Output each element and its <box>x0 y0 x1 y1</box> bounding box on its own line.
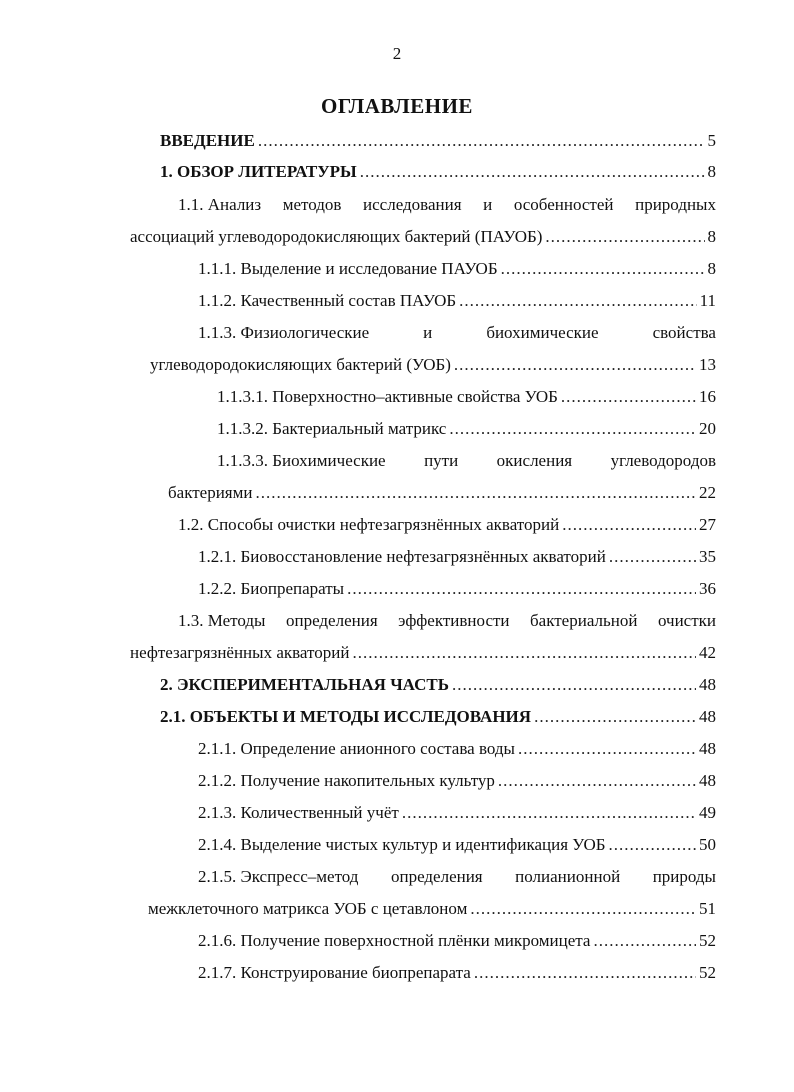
leader-dots <box>454 352 696 378</box>
toc-entry-page: 27 <box>699 515 716 534</box>
toc-entry-1-1-1[interactable] <box>198 256 716 282</box>
toc-word: 2.1.5. Экспресс–метод <box>198 867 359 886</box>
toc-entry-2-1-1[interactable] <box>198 736 716 762</box>
toc-word: углеводородов <box>610 451 716 470</box>
toc-word: окисления <box>496 451 573 470</box>
toc-word: и <box>423 323 433 342</box>
toc-word: эффективности <box>398 611 510 630</box>
toc-entry-page: 5 <box>707 131 716 150</box>
toc-word: очистки <box>657 611 716 630</box>
leader-dots <box>255 480 696 506</box>
leader-dots <box>545 224 704 250</box>
toc-entry-1-3-first-line[interactable] <box>178 608 716 634</box>
toc-entry-text: нефтезагрязнённых акваторий <box>130 643 350 662</box>
leader-dots <box>518 736 696 762</box>
toc-title: ОГЛАВЛЕНИЕ <box>321 94 473 118</box>
toc-entry-1-1-3-1[interactable] <box>217 384 716 410</box>
toc-word: природных <box>635 195 716 214</box>
leader-dots <box>258 128 705 154</box>
toc-entry-page: 8 <box>707 162 716 181</box>
toc-entry-page: 35 <box>699 547 716 566</box>
toc-entry-1-1-3-2[interactable] <box>217 416 716 442</box>
toc-entry-page: 13 <box>699 355 716 374</box>
toc-entry-page: 8 <box>707 259 716 278</box>
toc-entry-1-1-3-3[interactable] <box>168 480 716 506</box>
toc-entry-text: 2.1. ОБЪЕКТЫ И МЕТОДЫ ИССЛЕДОВАНИЯ <box>160 707 532 726</box>
toc-entry-text: 2. ЭКСПЕРИМЕНТАЛЬНАЯ ЧАСТЬ <box>160 675 449 694</box>
toc-entry-2-1-6[interactable] <box>198 928 716 954</box>
leader-dots <box>501 256 705 282</box>
leader-dots <box>470 896 696 922</box>
toc-entry-1-1-first-line[interactable] <box>178 192 716 218</box>
toc-word: методов <box>282 195 342 214</box>
toc-word: определения <box>390 867 483 886</box>
toc-word: 1.1.3. Физиологические <box>198 323 370 342</box>
toc-entry-2-1-3[interactable] <box>198 800 716 826</box>
toc-entry-text: углеводородокисляющих бактерий (УОБ) <box>150 355 451 374</box>
toc-entry-1-3[interactable] <box>130 640 716 666</box>
toc-word: 1.1. Анализ <box>178 195 262 214</box>
toc-entry-page: 52 <box>699 931 716 950</box>
toc-entry-page: 11 <box>699 291 716 310</box>
toc-entry-text: 2.1.3. Количественный учёт <box>198 803 399 822</box>
toc-entry-text: 1.1.1. Выделение и исследование ПАУОБ <box>198 259 498 278</box>
toc-entry-experimental-part[interactable] <box>160 672 716 698</box>
toc-entry-1-2-1[interactable] <box>198 544 716 570</box>
leader-dots <box>360 159 705 185</box>
toc-entry-2-1-7[interactable] <box>198 960 716 986</box>
toc-word: свойства <box>652 323 716 342</box>
toc-entry-text: 1. ОБЗОР ЛИТЕРАТУРЫ <box>160 162 357 181</box>
toc-entry-text: ассоциаций углеводородокисляющих бактерий (ПАУОБ) <box>130 227 543 246</box>
toc-word: исследования <box>363 195 462 214</box>
toc-entry-text: 1.1.3.1. Поверхностно–активные свойства УОБ <box>217 387 558 406</box>
toc-entry-1-2[interactable] <box>178 512 716 538</box>
leader-dots <box>609 832 696 858</box>
leader-dots <box>609 544 696 570</box>
toc-entry-text: межклеточного матрикса УОБ с цетавлоном <box>148 899 468 918</box>
toc-entry-page: 52 <box>699 963 716 982</box>
toc-entry-text: ВВЕДЕНИЕ <box>160 131 255 150</box>
toc-entry-page: 48 <box>699 771 716 790</box>
toc-entry-page: 8 <box>707 227 716 246</box>
toc-entry-page: 16 <box>699 387 716 406</box>
toc-entry-text: 2.1.1. Определение анионного состава воды <box>198 739 515 758</box>
toc-entry-page: 48 <box>699 739 716 758</box>
toc-word: особенностей <box>513 195 614 214</box>
toc-entry-2-1-4[interactable] <box>198 832 716 858</box>
toc-entry-page: 48 <box>699 675 716 694</box>
leader-dots <box>347 576 696 602</box>
toc-entry-introduction[interactable] <box>160 128 716 154</box>
leader-dots <box>452 672 696 698</box>
toc-entry-2-1-2[interactable] <box>198 768 716 794</box>
toc-entry-text: 2.1.2. Получение накопительных культур <box>198 771 495 790</box>
toc-entry-text: 2.1.4. Выделение чистых культур и идентификация УОБ <box>198 835 606 854</box>
toc-entry-text: 1.2. Способы очистки нефтезагрязнённых акваторий <box>178 515 560 534</box>
toc-entry-1-1-3-first-line[interactable] <box>198 320 716 346</box>
toc-entry-page: 51 <box>699 899 716 918</box>
toc-entry-2-1-5-first-line[interactable] <box>198 864 716 890</box>
toc-word: бактериальной <box>530 611 638 630</box>
toc-entry-page: 22 <box>699 483 716 502</box>
toc-entry-text: бактериями <box>168 483 253 502</box>
toc-entry-page: 36 <box>699 579 716 598</box>
toc-entry-literature-review[interactable] <box>160 159 716 185</box>
toc-entry-text: 1.2.2. Биопрепараты <box>198 579 345 598</box>
leader-dots <box>474 960 696 986</box>
toc-entry-page: 49 <box>699 803 716 822</box>
leader-dots <box>562 512 696 538</box>
leader-dots <box>352 640 696 666</box>
page-number: 2 <box>392 44 402 63</box>
toc-entry-page: 48 <box>699 707 716 726</box>
leader-dots <box>449 416 696 442</box>
toc-word: и <box>483 195 493 214</box>
toc-entry-page: 20 <box>699 419 716 438</box>
toc-entry-1-1[interactable] <box>130 224 716 250</box>
leader-dots <box>402 800 696 826</box>
leader-dots <box>593 928 696 954</box>
leader-dots <box>498 768 696 794</box>
toc-entry-1-1-2[interactable] <box>198 288 716 314</box>
toc-word: пути <box>424 451 459 470</box>
toc-entry-1-1-3-3-first-line[interactable] <box>217 448 716 474</box>
toc-entry-text: 1.1.3.2. Бактериальный матрикс <box>217 419 447 438</box>
toc-entry-2-1-5[interactable] <box>148 896 716 922</box>
toc-word: определения <box>285 611 378 630</box>
toc-entry-text: 1.2.1. Биовосстановление нефтезагрязнённых акваторий <box>198 547 606 566</box>
toc-word: природы <box>652 867 716 886</box>
toc-entry-1-1-3[interactable] <box>150 352 716 378</box>
toc-word: 1.3. Методы <box>178 611 266 630</box>
toc-word: полианионной <box>515 867 621 886</box>
toc-entry-page: 42 <box>699 643 716 662</box>
toc-word: биохимические <box>486 323 599 342</box>
toc-entry-page: 50 <box>699 835 716 854</box>
toc-entry-text: 1.1.2. Качественный состав ПАУОБ <box>198 291 457 310</box>
toc-entry-2-1[interactable] <box>160 704 716 730</box>
toc-word: 1.1.3.3. Биохимические <box>217 451 386 470</box>
toc-entry-text: 2.1.7. Конструирование биопрепарата <box>198 963 471 982</box>
leader-dots <box>534 704 696 730</box>
leader-dots <box>459 288 696 314</box>
leader-dots <box>561 384 696 410</box>
toc-entry-1-2-2[interactable] <box>198 576 716 602</box>
toc-entry-text: 2.1.6. Получение поверхностной плёнки микромицета <box>198 931 591 950</box>
